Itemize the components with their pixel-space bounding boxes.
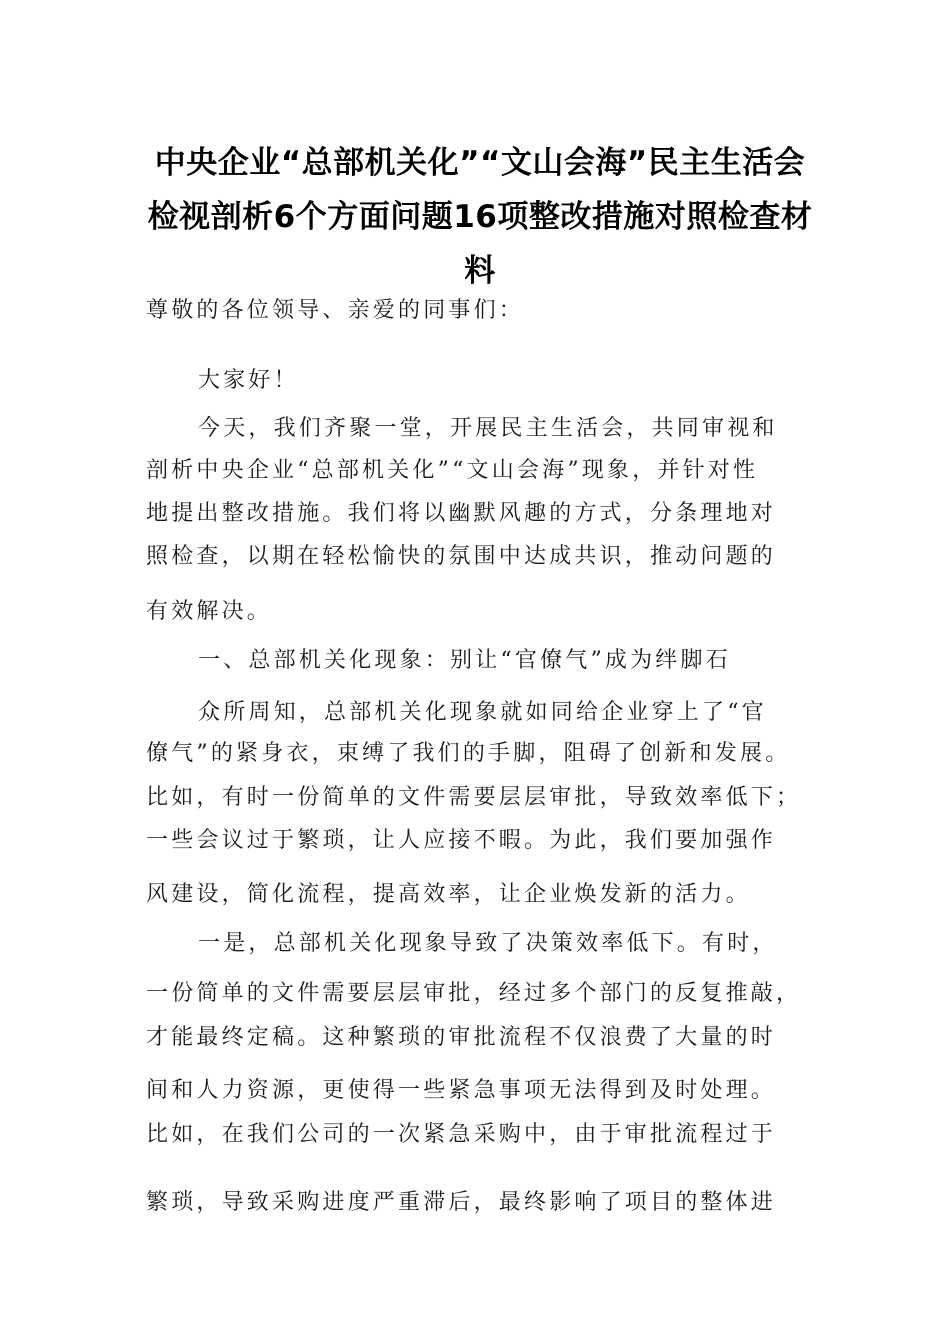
body-line: 众所周知，总部机关化现象就如同给企业穿上了“官 bbox=[198, 700, 767, 725]
body-line: 比如，在我们公司的一次紧急采购中，由于审批流程过于 bbox=[146, 1122, 777, 1147]
body-line: 今天，我们齐聚一堂，开展民主生活会，共同审视和 bbox=[198, 416, 778, 441]
body-line: 地提出整改措施。我们将以幽默风趣的方式，分条理地对 bbox=[146, 501, 777, 526]
body-line: 剖析中央企业“总部机关化”“文山会海”现象，并针对性 bbox=[146, 458, 759, 483]
body-line: 一是，总部机关化现象导致了决策效率低下。有时， bbox=[198, 931, 778, 956]
section-heading: 一、总部机关化现象：别让“官僚气”成为绊脚石 bbox=[198, 648, 731, 673]
salutation: 尊敬的各位领导、亲爱的同事们： bbox=[146, 298, 525, 323]
body-line: 一些会议过于繁琐，让人应接不暇。为此，我们要加强作 bbox=[146, 828, 777, 853]
body-line: 繁琐，导致采购进度严重滞后，最终影响了项目的整体进 bbox=[146, 1190, 777, 1215]
body-line: 僚气”的紧身衣，束缚了我们的手脚，阻碍了创新和发展。 bbox=[146, 741, 791, 766]
body-line: 才能最终定稿。这种繁琐的审批流程不仅浪费了大量的时 bbox=[146, 1025, 777, 1050]
body-line: 照检查，以期在轻松愉快的氛围中达成共识，推动问题的 bbox=[146, 544, 777, 569]
body-line: 风建设，简化流程，提高效率，让企业焕发新的活力。 bbox=[146, 882, 751, 907]
body-line: 比如，有时一份简单的文件需要层层审批，导致效率低下； bbox=[146, 785, 802, 810]
body-line: 有效解决。 bbox=[146, 599, 273, 624]
greeting: 大家好！ bbox=[198, 368, 299, 393]
body-line: 一份简单的文件需要层层审批，经过多个部门的反复推敲， bbox=[146, 981, 802, 1006]
document-title: 中央企业“总部机关化”“文山会海”民主生活会检视剖析6个方面问题16项整改措施对照检查材料 bbox=[147, 145, 813, 289]
body-line: 间和人力资源，更使得一些紧急事项无法得到及时处理。 bbox=[146, 1078, 777, 1103]
